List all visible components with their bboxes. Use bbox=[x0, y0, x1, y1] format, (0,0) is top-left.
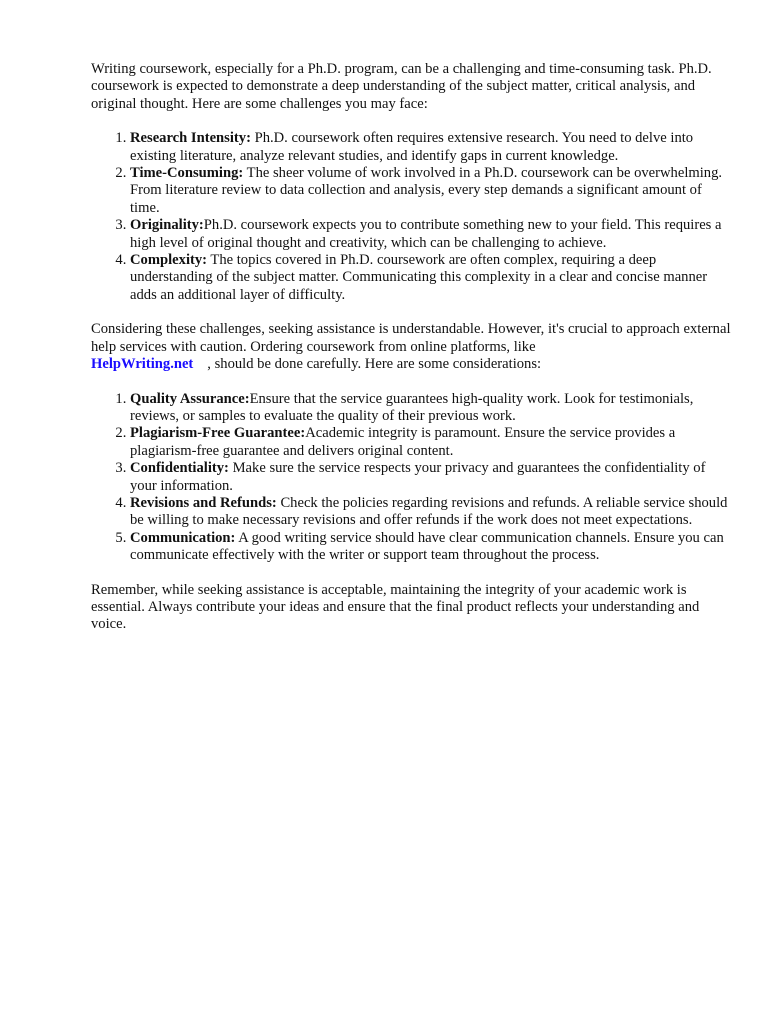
item-term: Plagiarism-Free Guarantee: bbox=[130, 425, 306, 442]
item-term: Communication: bbox=[130, 529, 236, 546]
list-item bbox=[130, 252, 731, 304]
considerations-list bbox=[91, 391, 731, 565]
item-text: Check the policies regarding revisions and refunds. A reliable service should be willing to make necessary revisions and offer refunds if the work does not meet expectations. bbox=[130, 494, 728, 529]
challenges-list bbox=[91, 130, 731, 304]
item-term: Originality: bbox=[130, 217, 204, 234]
item-term: Complexity: bbox=[130, 252, 208, 269]
intro-paragraph: Writing coursework, especially for a Ph.D. program, can be a challenging and time-consuming task. Ph.D. coursework is expected to demonstrate a deep understanding of the subject matter, critical analysis, and original thought. Here are some challenges you may face: bbox=[91, 61, 712, 112]
list-item bbox=[130, 530, 731, 565]
list-item bbox=[130, 425, 731, 460]
considering-text-end: , should be done carefully. Here are some considerations: bbox=[207, 356, 542, 373]
item-text: Ph.D. coursework expects you to contribute something new to your field. This requires a high level of original thought and creativity, which can be challenging to achieve. bbox=[130, 217, 722, 251]
item-text: Make sure the service respects your privacy and guarantees the confidentiality of your information. bbox=[130, 460, 706, 494]
item-term: Research Intensity: bbox=[130, 130, 251, 147]
list-item bbox=[130, 495, 731, 530]
list-item bbox=[130, 165, 731, 217]
list-item bbox=[130, 391, 731, 426]
item-text: A good writing service should have clear communication channels. Ensure you can communicate effectively with the writer or support team throughout the process. bbox=[130, 529, 724, 564]
document-page bbox=[91, 61, 731, 634]
item-term: Time-Consuming: bbox=[130, 165, 244, 182]
item-term: Confidentiality: bbox=[130, 460, 229, 477]
list-item bbox=[130, 130, 731, 165]
item-text: The topics covered in Ph.D. coursework are often complex, requiring a deep understanding of the subject matter. Communicating this complexity in a clear and concise manner adds an additional layer of difficulty. bbox=[130, 252, 708, 303]
item-text: Ph.D. coursework often requires extensive research. You need to delve into existing literature, analyze relevant studies, and identify gaps in current knowledge. bbox=[130, 130, 694, 164]
item-term: Revisions and Refunds: bbox=[130, 494, 277, 511]
item-text: Academic integrity is paramount. Ensure the service provides a plagiarism-free guarantee and delivers original content. bbox=[130, 425, 676, 459]
item-text: The sheer volume of work involved in a Ph.D. coursework can be overwhelming. From literature review to data collection and analysis, every step demands a significant amount of time. bbox=[130, 165, 723, 216]
item-term: Quality Assurance: bbox=[130, 390, 250, 407]
helpwriting-link[interactable]: HelpWriting.net bbox=[91, 356, 194, 373]
considering-text: Considering these challenges, seeking assistance is understandable. However, it's crucial to approach external help services with caution. Ordering coursework from online platforms, like bbox=[91, 321, 731, 355]
item-text: Ensure that the service guarantees high-quality work. Look for testimonials, reviews, or samples to evaluate the quality of their previous work. bbox=[130, 390, 694, 424]
list-item bbox=[130, 460, 731, 495]
closing-paragraph: Remember, while seeking assistance is acceptable, maintaining the integrity of your academic work is essential. Always contribute your ideas and ensure that the final product reflects your understanding and voice. bbox=[91, 581, 700, 633]
considering-paragraph bbox=[91, 321, 731, 373]
list-item bbox=[130, 217, 731, 252]
